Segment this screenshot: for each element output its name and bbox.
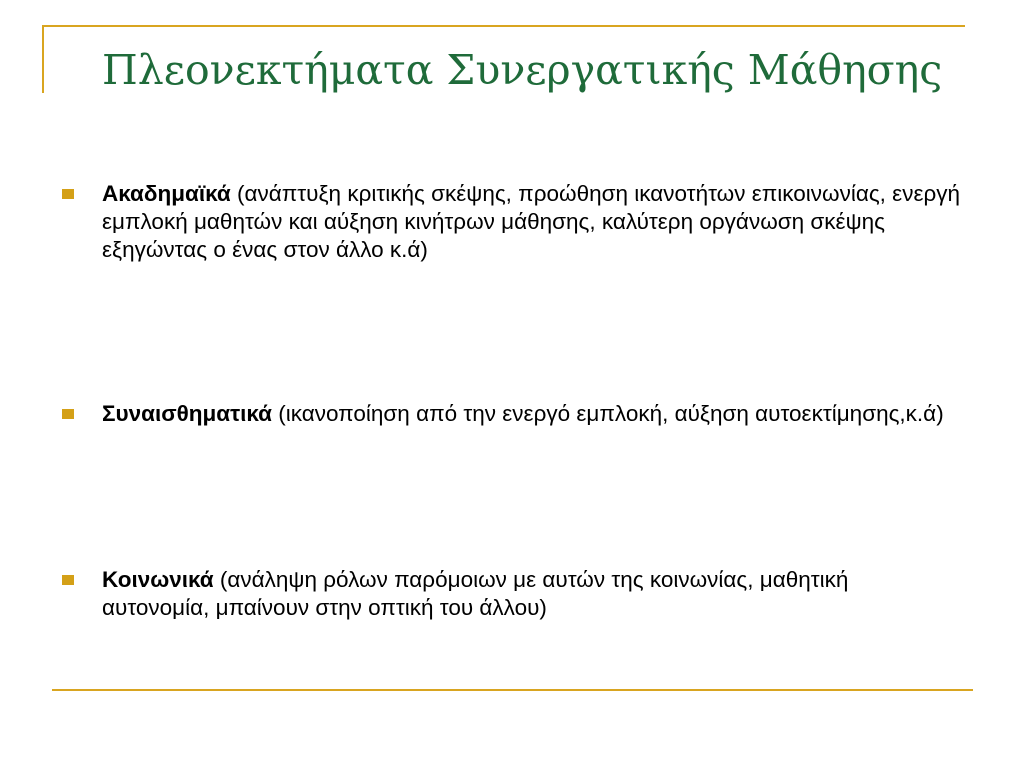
bullet-description: (ικανοποίηση από την ενεργό εμπλοκή, αύξηση αυτοεκτίμησης,κ.ά) <box>272 401 944 426</box>
bullet-item-emotional <box>62 400 962 428</box>
bullet-term: Συναισθηματικά <box>102 401 273 426</box>
bullet-term: Ακαδημαϊκά <box>102 181 231 206</box>
square-bullet-icon <box>62 409 74 419</box>
left-rule <box>42 25 44 93</box>
bullet-item-academic <box>62 180 962 264</box>
bullet-item-social <box>62 566 962 622</box>
square-bullet-icon <box>62 575 74 585</box>
square-bullet-icon <box>62 189 74 199</box>
bottom-rule <box>52 689 973 691</box>
top-rule <box>42 25 965 27</box>
bullet-text <box>102 180 962 264</box>
slide-title: Πλεονεκτήματα Συνεργατικής Μάθησης <box>102 46 943 94</box>
bullet-term: Κοινωνικά <box>102 567 214 592</box>
bullet-text <box>102 400 962 428</box>
bullet-text <box>102 566 962 622</box>
bullet-description: (ανάπτυξη κριτικής σκέψης, προώθηση ικανοτήτων επικοινωνίας, ενεργή εμπλοκή μαθητών και αύξηση κινήτρων μάθησης, καλύτερη οργάνωση σκέψης εξηγώντας ο ένας στον άλλο κ.ά) <box>102 181 961 262</box>
bullet-description: (ανάληψη ρόλων παρόμοιων με αυτών της κοινωνίας, μαθητική αυτονομία, μπαίνουν στην οπτική του άλλου) <box>102 567 849 620</box>
